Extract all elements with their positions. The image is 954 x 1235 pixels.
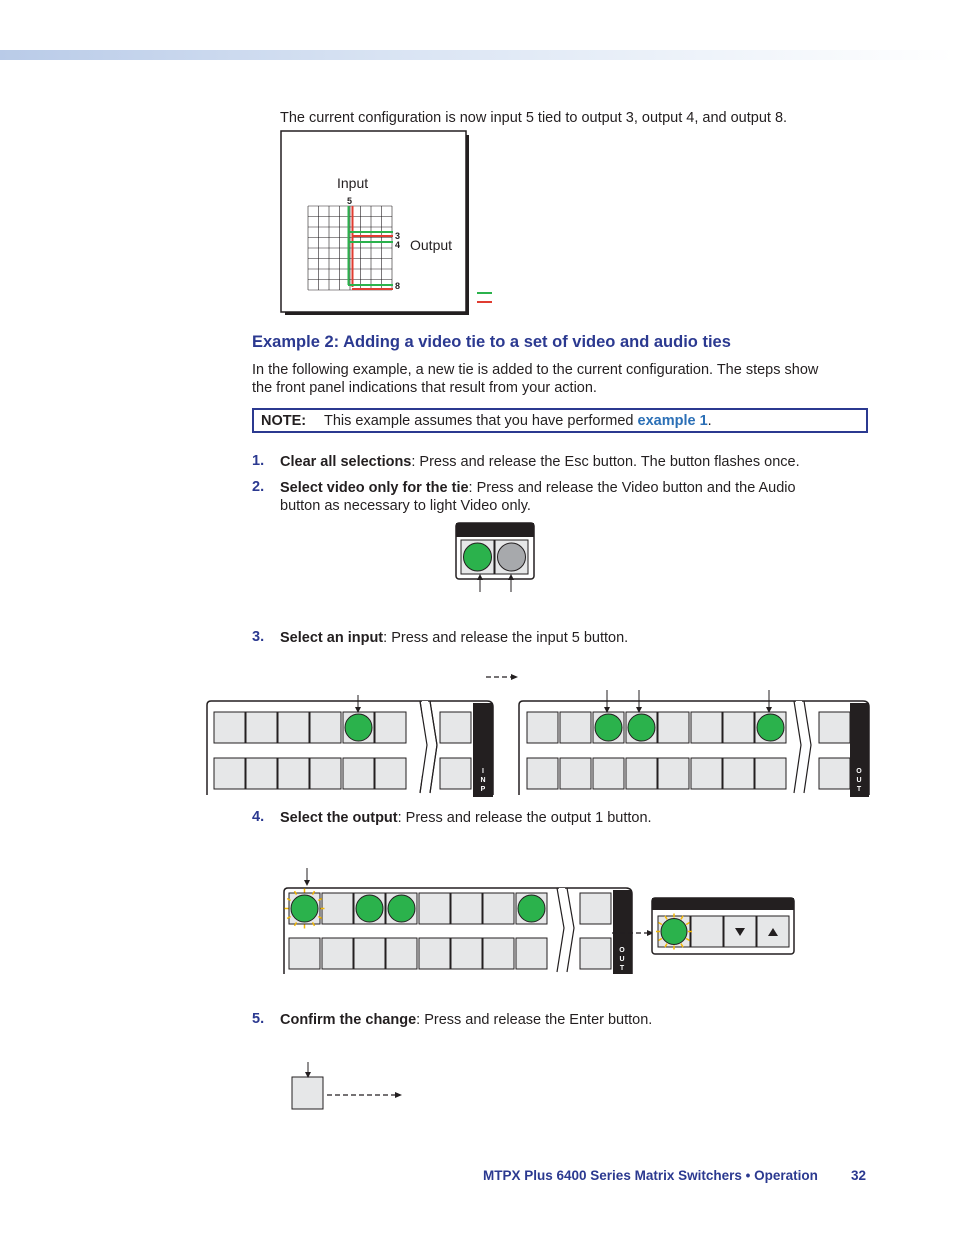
note-box bbox=[252, 408, 868, 433]
step-2-number: 2. bbox=[252, 479, 265, 495]
step-1-text: Clear all selections: Press and release the Esc button. The button flashes once. bbox=[280, 454, 800, 470]
output-row1-button bbox=[723, 712, 754, 743]
step-1-number: 1. bbox=[252, 453, 265, 469]
step-5-number: 5. bbox=[252, 1011, 265, 1027]
output-row2-button bbox=[560, 758, 591, 789]
output-4-number: 4 bbox=[395, 240, 401, 250]
step-4-number: 4. bbox=[252, 809, 265, 825]
output2-row2-button bbox=[580, 938, 611, 969]
enter-button bbox=[292, 1077, 323, 1109]
section-heading: Example 2: Adding a video tie to a set of video and audio ties bbox=[252, 333, 731, 351]
out2-label-o: O bbox=[619, 947, 625, 954]
output-row2-button bbox=[723, 758, 754, 789]
inp-label-n: N bbox=[480, 777, 486, 784]
output2-row1-button bbox=[483, 893, 514, 924]
output-row2-button bbox=[593, 758, 624, 789]
output2-row1-lit-indicator bbox=[291, 895, 318, 922]
output2-row1-button bbox=[580, 893, 611, 924]
input-row2-button bbox=[375, 758, 406, 789]
output-row2-button bbox=[691, 758, 722, 789]
output2-row1-lit-indicator bbox=[388, 895, 415, 922]
input-row2-button bbox=[278, 758, 309, 789]
example-1-link[interactable]: example 1 bbox=[637, 413, 708, 429]
input-row2-button bbox=[214, 758, 245, 789]
output-row1-lit-indicator bbox=[595, 714, 622, 741]
note-label: NOTE: bbox=[261, 413, 307, 429]
output2-row2-button bbox=[451, 938, 482, 969]
page-number: 32 bbox=[851, 1168, 867, 1183]
intro-text: The current configuration is now input 5 tied to output 3, output 4, and output 8. bbox=[280, 110, 788, 126]
input-label: Input bbox=[337, 175, 369, 191]
step-5-text: Confirm the change: Press and release the Enter button. bbox=[280, 1012, 653, 1028]
input-row2-button bbox=[440, 758, 471, 789]
input-row1-button bbox=[246, 712, 277, 743]
tie-configuration-figure bbox=[280, 130, 500, 316]
step-2-text-cont: button as necessary to light Video only. bbox=[280, 498, 531, 514]
output2-row1-button bbox=[322, 893, 353, 924]
paragraph-line-1: In the following example, a new tie is added to the current configuration. The steps show bbox=[252, 362, 819, 378]
input-row1-button bbox=[310, 712, 341, 743]
output-row1-lit-indicator bbox=[628, 714, 655, 741]
input-row1-button bbox=[278, 712, 309, 743]
input-row1-lit-indicator bbox=[345, 714, 372, 741]
output-row2-button bbox=[527, 758, 558, 789]
dashed-arrow-1 bbox=[486, 672, 520, 682]
output-panel-step4-figure bbox=[282, 868, 802, 978]
output2-row2-button bbox=[419, 938, 450, 969]
footer-title: MTPX Plus 6400 Series Matrix Switchers • Operation bbox=[483, 1168, 818, 1183]
enter-button-figure bbox=[290, 1062, 410, 1112]
step-4-text: Select the output: Press and release the output 1 button. bbox=[280, 810, 652, 826]
header-gradient-bar bbox=[0, 50, 954, 60]
output-panel-figure bbox=[517, 690, 872, 799]
output2-row1-button bbox=[419, 893, 450, 924]
output-row2-button bbox=[819, 758, 850, 789]
output-row1-button bbox=[527, 712, 558, 743]
note-text: This example assumes that you have performed example 1. bbox=[324, 413, 712, 429]
input-panel-figure bbox=[205, 695, 495, 799]
output-row2-button bbox=[626, 758, 657, 789]
input-5-number: 5 bbox=[347, 196, 353, 206]
output-8-number: 8 bbox=[395, 281, 401, 291]
output2-row2-button bbox=[322, 938, 353, 969]
output2-row2-button bbox=[289, 938, 320, 969]
input-row2-button bbox=[343, 758, 374, 789]
output-row1-button bbox=[819, 712, 850, 743]
output-3-number: 3 bbox=[395, 231, 401, 241]
inp-label-p: P bbox=[480, 786, 486, 793]
out-label-t: T bbox=[856, 786, 862, 793]
out-label-o: O bbox=[856, 768, 862, 775]
input-row2-button bbox=[310, 758, 341, 789]
step-2-text: Select video only for the tie: Press and release the Video button and the Audio bbox=[280, 480, 796, 496]
output-label: Output bbox=[410, 237, 453, 253]
output-row1-lit-indicator bbox=[757, 714, 784, 741]
output2-row1-lit-indicator bbox=[356, 895, 383, 922]
inp-label-i: I bbox=[482, 768, 484, 775]
out2-label-u: U bbox=[619, 956, 625, 963]
input-row2-button bbox=[246, 758, 277, 789]
paragraph-line-2: the front panel indications that result from your action. bbox=[252, 380, 597, 396]
output2-row1-lit-indicator bbox=[518, 895, 545, 922]
input-row1-button bbox=[214, 712, 245, 743]
input-row1-button bbox=[440, 712, 471, 743]
output-row1-button bbox=[560, 712, 591, 743]
out-label-u: U bbox=[856, 777, 862, 784]
video-button bbox=[464, 543, 492, 571]
output-row2-button bbox=[658, 758, 689, 789]
output-row1-button bbox=[658, 712, 689, 743]
step-3-text: Select an input: Press and release the input 5 button. bbox=[280, 630, 629, 646]
output-row2-button bbox=[755, 758, 786, 789]
audio-button bbox=[498, 543, 526, 571]
output2-row2-button bbox=[354, 938, 385, 969]
output-row1-button bbox=[691, 712, 722, 743]
output2-row1-button bbox=[451, 893, 482, 924]
video-audio-buttons-figure bbox=[455, 522, 537, 594]
input-row1-button bbox=[375, 712, 406, 743]
output2-row2-button bbox=[386, 938, 417, 969]
output2-row2-button bbox=[516, 938, 547, 969]
output2-row2-button bbox=[483, 938, 514, 969]
step-3-number: 3. bbox=[252, 629, 265, 645]
enter-button-lit bbox=[661, 919, 687, 945]
out2-label-t: T bbox=[619, 965, 625, 972]
